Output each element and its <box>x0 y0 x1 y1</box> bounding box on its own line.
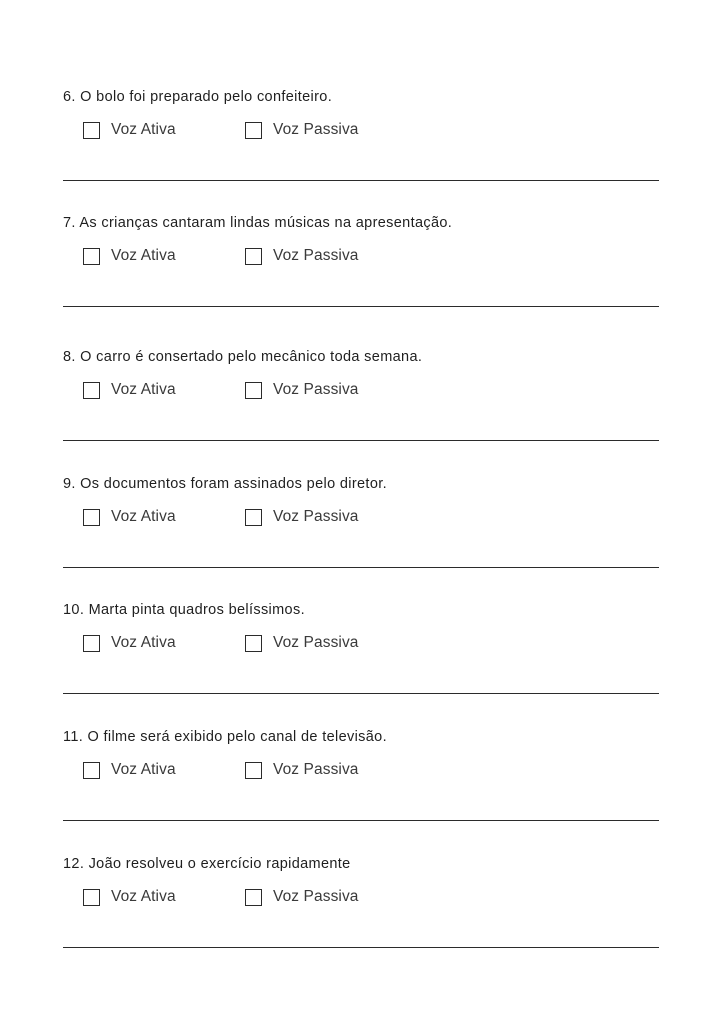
option-voz-passiva[interactable] <box>245 761 359 779</box>
answer-line[interactable] <box>63 180 659 181</box>
checkbox-voz-passiva[interactable] <box>245 635 262 652</box>
answer-line[interactable] <box>63 693 659 694</box>
question-text: 6. O bolo foi preparado pelo confeiteiro. <box>63 89 333 105</box>
question-11 <box>0 728 724 855</box>
option-voz-passiva[interactable] <box>245 121 359 139</box>
option-label: Voz Passiva <box>273 508 359 525</box>
option-label: Voz Ativa <box>111 888 176 905</box>
option-voz-passiva[interactable] <box>245 888 359 906</box>
option-voz-ativa[interactable] <box>83 508 176 526</box>
answer-line[interactable] <box>63 947 659 948</box>
checkbox-voz-passiva[interactable] <box>245 122 262 139</box>
question-text: 11. O filme será exibido pelo canal de televisão. <box>63 729 387 745</box>
option-label: Voz Ativa <box>111 508 176 525</box>
question-8 <box>0 348 724 475</box>
option-label: Voz Ativa <box>111 381 176 398</box>
option-voz-ativa[interactable] <box>83 761 176 779</box>
option-label: Voz Ativa <box>111 761 176 778</box>
checkbox-voz-ativa[interactable] <box>83 382 100 399</box>
option-label: Voz Passiva <box>273 381 359 398</box>
option-label: Voz Ativa <box>111 247 176 264</box>
checkbox-voz-ativa[interactable] <box>83 635 100 652</box>
question-12 <box>0 855 724 982</box>
checkbox-voz-passiva[interactable] <box>245 762 262 779</box>
option-label: Voz Passiva <box>273 247 359 264</box>
option-voz-ativa[interactable] <box>83 381 176 399</box>
option-voz-ativa[interactable] <box>83 121 176 139</box>
option-voz-ativa[interactable] <box>83 247 176 265</box>
checkbox-voz-passiva[interactable] <box>245 889 262 906</box>
option-label: Voz Ativa <box>111 121 176 138</box>
option-label: Voz Passiva <box>273 888 359 905</box>
answer-line[interactable] <box>63 820 659 821</box>
option-voz-passiva[interactable] <box>245 634 359 652</box>
option-label: Voz Passiva <box>273 634 359 651</box>
checkbox-voz-ativa[interactable] <box>83 762 100 779</box>
answer-line[interactable] <box>63 306 659 307</box>
question-text: 7. As crianças cantaram lindas músicas na apresentação. <box>63 215 453 231</box>
option-label: Voz Passiva <box>273 761 359 778</box>
question-10 <box>0 601 724 728</box>
question-text: 10. Marta pinta quadros belíssimos. <box>63 602 305 618</box>
checkbox-voz-ativa[interactable] <box>83 889 100 906</box>
question-text: 8. O carro é consertado pelo mecânico toda semana. <box>63 349 423 365</box>
checkbox-voz-passiva[interactable] <box>245 509 262 526</box>
question-6 <box>0 88 724 215</box>
option-label: Voz Ativa <box>111 634 176 651</box>
checkbox-voz-passiva[interactable] <box>245 248 262 265</box>
option-voz-passiva[interactable] <box>245 381 359 399</box>
option-label: Voz Passiva <box>273 121 359 138</box>
checkbox-voz-passiva[interactable] <box>245 382 262 399</box>
checkbox-voz-ativa[interactable] <box>83 248 100 265</box>
option-voz-passiva[interactable] <box>245 508 359 526</box>
option-voz-ativa[interactable] <box>83 888 176 906</box>
option-voz-ativa[interactable] <box>83 634 176 652</box>
question-text: 9. Os documentos foram assinados pelo diretor. <box>63 476 387 492</box>
checkbox-voz-ativa[interactable] <box>83 509 100 526</box>
option-voz-passiva[interactable] <box>245 247 359 265</box>
question-9 <box>0 475 724 602</box>
question-7 <box>0 214 724 341</box>
question-text: 12. João resolveu o exercício rapidamente <box>63 856 351 872</box>
checkbox-voz-ativa[interactable] <box>83 122 100 139</box>
answer-line[interactable] <box>63 567 659 568</box>
answer-line[interactable] <box>63 440 659 441</box>
